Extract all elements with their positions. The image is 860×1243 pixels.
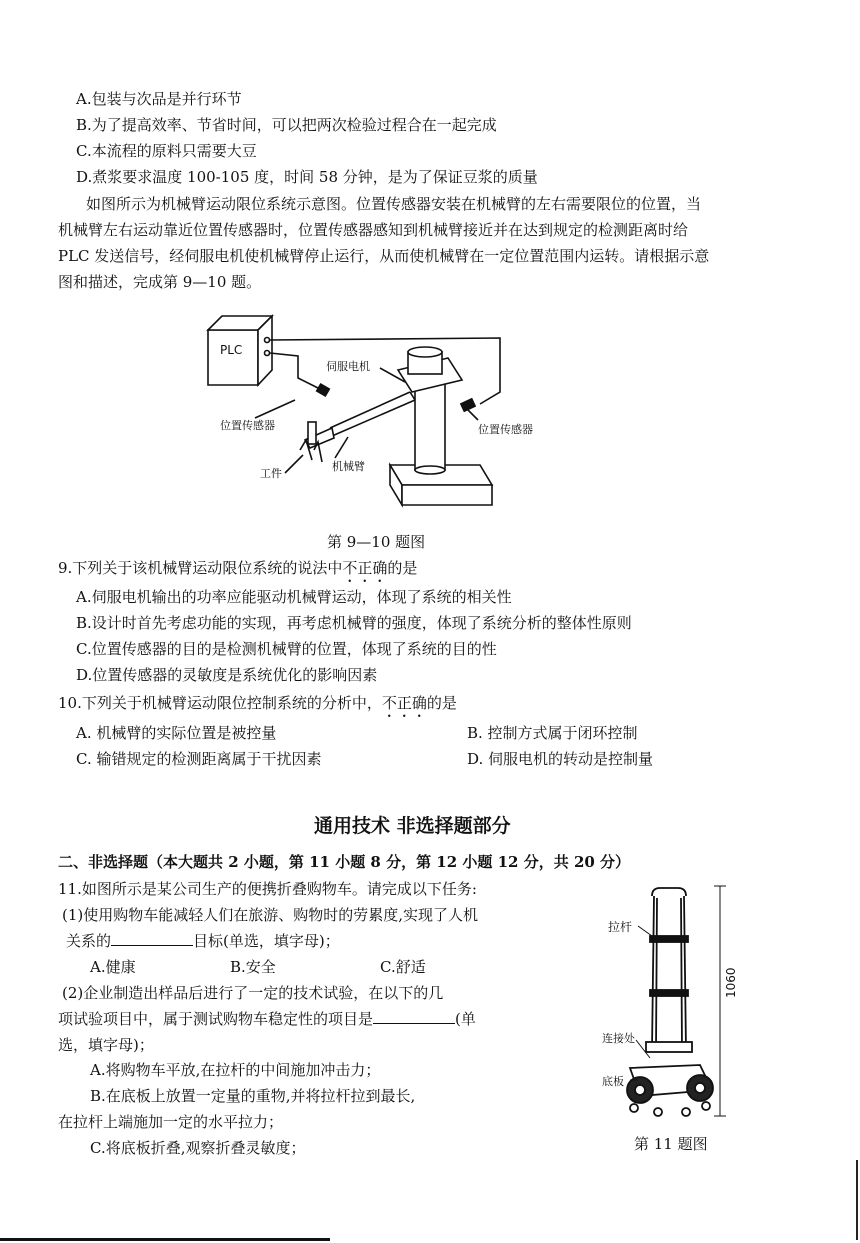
q11-sub1-line2 <box>66 930 340 951</box>
robot-arm-figure <box>200 300 533 515</box>
scan-edge-line <box>856 1160 858 1240</box>
q11-sub2-option-a: A.将购物车平放,在拉杆的中间施加冲击力； <box>90 1061 381 1079</box>
q10-stem-text: 10.下列关于机械臂运动限位控制系统的分析中， <box>58 694 382 712</box>
q9-option-d: D.位置传感器的灵敏度是系统优化的影响因素 <box>76 666 378 684</box>
q11-sub2-option-b: B.在底板上放置一定量的重物,并将拉杆拉到最长, <box>90 1087 416 1105</box>
mechanical-arm-label: 机械臂 <box>332 460 365 473</box>
base-label: 底板 <box>602 1075 624 1088</box>
scan-edge-line <box>0 1238 330 1241</box>
part-two-heading: 二、非选择题（本大题共 2 小题，第 11 小题 8 分，第 12 小题 12 分，共 20 分） <box>58 853 631 871</box>
q11-sub1-text-end: 目标(单选，填字母)； <box>193 932 340 950</box>
q10-option-a: A. 机械臂的实际位置是被控量 <box>76 724 277 742</box>
q11-sub2-option-b-cont: 在拉杆上端施加一定的水平拉力； <box>58 1113 284 1131</box>
q11-sub1-option-b: B.安全 <box>230 958 276 976</box>
right-sensor-label: 位置传感器 <box>478 423 533 436</box>
q11-sub2-line1: (2)企业制造出样品后进行了一定的技术试验，在以下的几 <box>62 984 444 1002</box>
q8-option-a: A.包装与次品是并行环节 <box>76 90 242 108</box>
figure-11-caption: 第 11 题图 <box>634 1135 708 1153</box>
intro-line: PLC 发送信号，经伺服电机使机械臂停止运行，从而使机械臂在一定位置范围内运转。请根据示意 <box>58 247 710 265</box>
q10-stem-end: 的是 <box>426 694 457 712</box>
handle-label: 拉杆 <box>608 920 633 934</box>
q8-option-d: D.煮浆要求温度 100-105 度，时间 58 分钟，是为了保证豆浆的质量 <box>76 168 538 186</box>
joint-label: 连接处 <box>602 1032 635 1045</box>
q9-stem-text: 9.下列关于该机械臂运动限位系统的说法中 <box>58 559 343 577</box>
q9-option-c: C.位置传感器的目的是检测机械臂的位置，体现了系统的目的性 <box>76 640 497 658</box>
q11-sub1-option-a: A.健康 <box>90 958 136 976</box>
q9-stem <box>58 557 417 586</box>
q9-option-a: A.伺服电机输出的功率应能驱动机械臂运动，体现了系统的相关性 <box>76 588 512 606</box>
q10-option-b: B. 控制方式属于闭环控制 <box>467 724 638 742</box>
q11-sub1-option-c: C.舒适 <box>380 958 426 976</box>
answer-blank[interactable] <box>373 1009 455 1024</box>
q11-sub2-line3: 选，填字母)； <box>58 1036 154 1054</box>
q11-sub2-option-c: C.将底板折叠,观察折叠灵敏度； <box>90 1139 306 1157</box>
workpiece-label: 工件 <box>260 467 282 480</box>
q11-sub1-line1: (1)使用购物车能减轻人们在旅游、购物时的劳累度,实现了人机 <box>62 906 479 924</box>
q11-sub2-line2 <box>58 1008 476 1029</box>
q11-sub2-text-end: (单 <box>455 1010 476 1028</box>
q8-option-c: C.本流程的原料只需要大豆 <box>76 142 257 160</box>
q8-option-b: B.为了提高效率、节省时间，可以把两次检验过程合在一起完成 <box>76 116 497 134</box>
q11-sub2-text: 项试验项目中，属于测试购物车稳定性的项目是 <box>58 1010 374 1028</box>
q10-emphasis: 不正确 <box>381 694 427 712</box>
q9-emphasis: 不正确 <box>342 559 388 577</box>
shopping-cart-figure <box>600 880 740 1125</box>
q10-stem <box>58 692 457 721</box>
q9-option-b: B.设计时首先考虑功能的实现，再考虑机械臂的强度，体现了系统分析的整体性原则 <box>76 614 632 632</box>
intro-line: 图和描述，完成第 9—10 题。 <box>58 273 262 291</box>
answer-blank[interactable] <box>111 931 193 946</box>
height-dimension-label: 1060 <box>724 967 738 998</box>
q11-stem: 11.如图所示是某公司生产的便携折叠购物车。请完成以下任务: <box>58 880 477 898</box>
servo-motor-label: 伺服电机 <box>326 360 370 373</box>
left-sensor-label: 位置传感器 <box>220 419 275 432</box>
q10-option-d: D. 伺服电机的转动是控制量 <box>467 750 654 768</box>
intro-line: 如图所示为机械臂运动限位系统示意图。位置传感器安装在机械臂的左右需要限位的位置，当 <box>86 195 702 213</box>
q11-sub1-text: 关系的 <box>66 932 112 950</box>
figure-9-10-caption: 第 9—10 题图 <box>327 533 426 551</box>
section-title: 通用技术 非选择题部分 <box>314 815 511 837</box>
plc-label: PLC <box>220 343 243 357</box>
q10-option-c: C. 输错规定的检测距离属于干扰因素 <box>76 750 322 768</box>
robot-arm-diagram <box>200 300 520 515</box>
intro-line: 机械臂左右运动靠近位置传感器时，位置传感器感知到机械臂接近并在达到规定的检测距离时给 <box>58 221 689 239</box>
q9-stem-end: 的是 <box>387 559 418 577</box>
